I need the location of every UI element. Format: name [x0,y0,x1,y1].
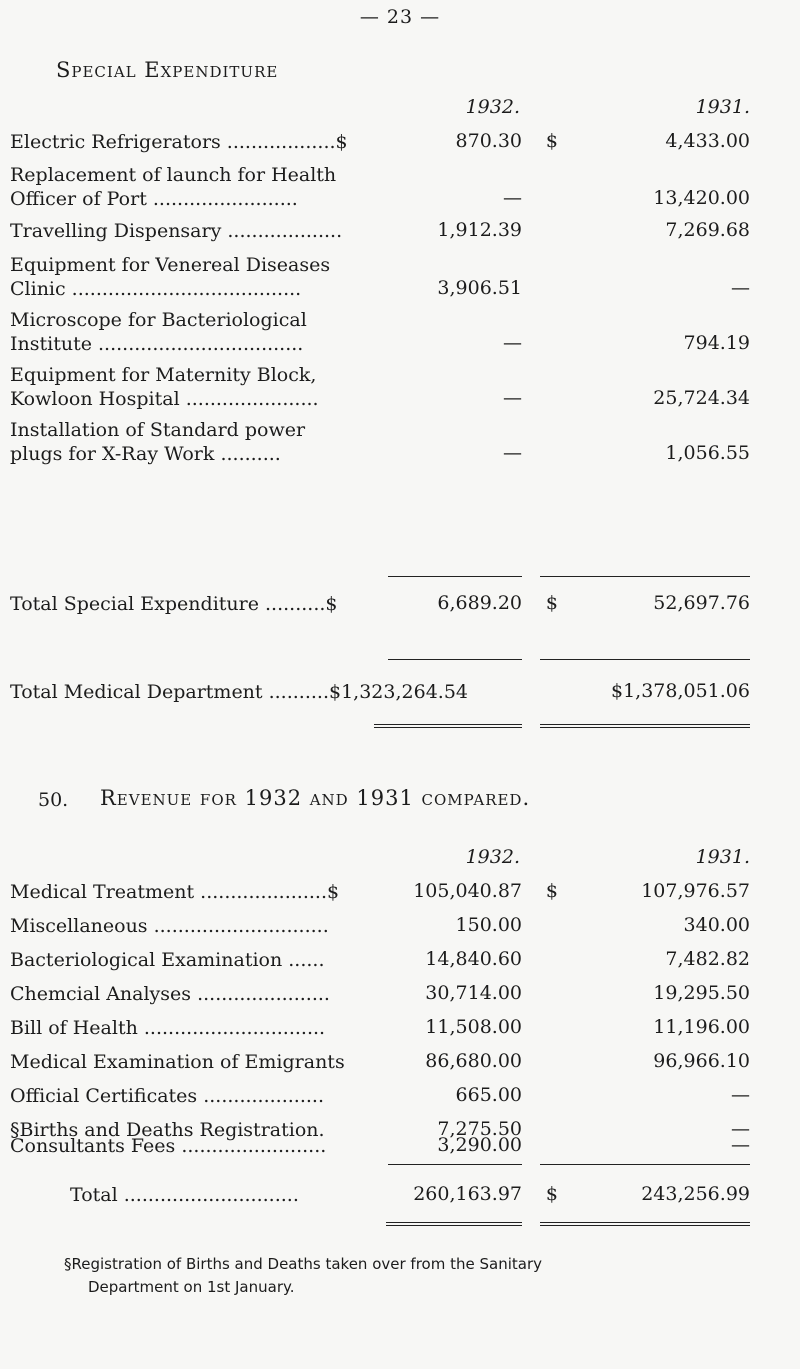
row-label: Equipment for Maternity Block, Kowloon Hospital ...................... [10,364,319,410]
row-currency-1931: $ [545,130,558,152]
row-value-1932: 105,040.87 [413,880,522,902]
row-value-1931: — [731,277,750,299]
row-label: Medical Treatment .....................$ [10,881,340,903]
row-label: Bill of Health .............................. [10,1017,326,1039]
dept-rule-1932 [388,659,522,660]
row-value-1932: — [503,187,522,209]
row-value-1932: 11,508.00 [425,1016,522,1038]
footnote-line-1: §Registration of Births and Deaths taken over from the Sanitary [64,1255,542,1273]
row-label: Official Certificates .................... [10,1085,324,1107]
total-medical-dept-label: Total Medical Department ..........$1,323,264.54 [10,681,468,703]
revenue-year-1931: 1931. [695,846,750,868]
row-label: Bacteriological Examination ...... [10,949,325,971]
row-value-1931: 96,966.10 [653,1050,750,1072]
total-special-currency: $ [545,592,558,614]
revenue-total-currency: $ [545,1183,558,1205]
row-value-1931: 13,420.00 [653,187,750,209]
revenue-total-label: Total ............................. [70,1184,299,1206]
row-label: Travelling Dispensary ................... [10,220,343,242]
row-value-1931: 107,976.57 [641,880,750,902]
row-value-1932: 665.00 [455,1084,522,1106]
row-value-1932: 7,275.50 [437,1118,522,1140]
footnote-line-2: Department on 1st January. [88,1278,295,1296]
total-rule-1931 [540,576,750,577]
revenue-section-number: 50. [38,789,69,811]
revenue-double-rule-1932 [386,1222,522,1226]
row-value-1931: 11,196.00 [653,1016,750,1038]
row-value-1931: 25,724.34 [653,387,750,409]
special-year-1931: 1931. [695,96,750,118]
row-value-1932: 150.00 [455,914,522,936]
row-value-1931: 7,269.68 [665,219,750,241]
revenue-heading: Revenue for 1932 and 1931 compared. [100,786,531,810]
row-label: Medical Examination of Emigrants [10,1051,345,1073]
page-number: — 23 — [359,6,441,28]
row-value-1931: — [731,1084,750,1106]
row-value-1931: 340.00 [683,914,750,936]
row-value-1932: 3,290.00 [437,1134,522,1156]
row-label: Equipment for Venereal Diseases Clinic ...................................... [10,254,331,300]
row-value-1932: — [503,442,522,464]
row-value-1931: — [731,1118,750,1140]
row-value-1932: 3,906.51 [437,277,522,299]
row-value-1932: — [503,387,522,409]
row-value-1932: 86,680.00 [425,1050,522,1072]
revenue-double-rule-1931 [540,1222,750,1226]
row-label: Installation of Standard power plugs for X-Ray Work .......... [10,419,306,465]
row-label: §Births and Deaths Registration. [10,1119,325,1141]
dept-double-rule-1932 [374,724,522,728]
row-label: Consultants Fees ........................ [10,1135,327,1157]
special-expenditure-heading: Special Expenditure [56,58,279,82]
revenue-total-1932: 260,163.97 [413,1183,522,1205]
total-rule-1932 [388,576,522,577]
total-special-1931: 52,697.76 [653,592,750,614]
row-value-1932: 14,840.60 [425,948,522,970]
total-special-1932: 6,689.20 [437,592,522,614]
revenue-total-1931: 243,256.99 [641,1183,750,1205]
row-value-1931: — [731,1134,750,1156]
row-value-1932: — [503,332,522,354]
revenue-year-1932: 1932. [465,846,520,868]
row-label: Chemcial Analyses ...................... [10,983,330,1005]
row-value-1931: 794.19 [683,332,750,354]
row-label: Electric Refrigerators ..................$ [10,131,348,153]
row-value-1932: 30,714.00 [425,982,522,1004]
dept-double-rule-1931 [540,724,750,728]
row-label: Microscope for Bacteriological Institute .................................. [10,309,307,355]
row-value-1931: 19,295.50 [653,982,750,1004]
revenue-total-rule-1932 [388,1164,522,1165]
row-value-1931: 1,056.55 [665,442,750,464]
dept-rule-1931 [540,659,750,660]
special-year-1932: 1932. [465,96,520,118]
row-currency-1931: $ [545,880,558,902]
revenue-total-rule-1931 [540,1164,750,1165]
total-medical-dept-1931: $1,378,051.06 [610,680,750,702]
row-value-1932: 1,912.39 [437,219,522,241]
row-value-1931: 4,433.00 [665,130,750,152]
row-label: Miscellaneous ............................. [10,915,329,937]
row-value-1931: 7,482.82 [665,948,750,970]
row-value-1932: 870.30 [455,130,522,152]
row-label: Replacement of launch for Health Officer of Port ........................ [10,164,337,210]
total-special-label: Total Special Expenditure ..........$ [10,593,338,615]
